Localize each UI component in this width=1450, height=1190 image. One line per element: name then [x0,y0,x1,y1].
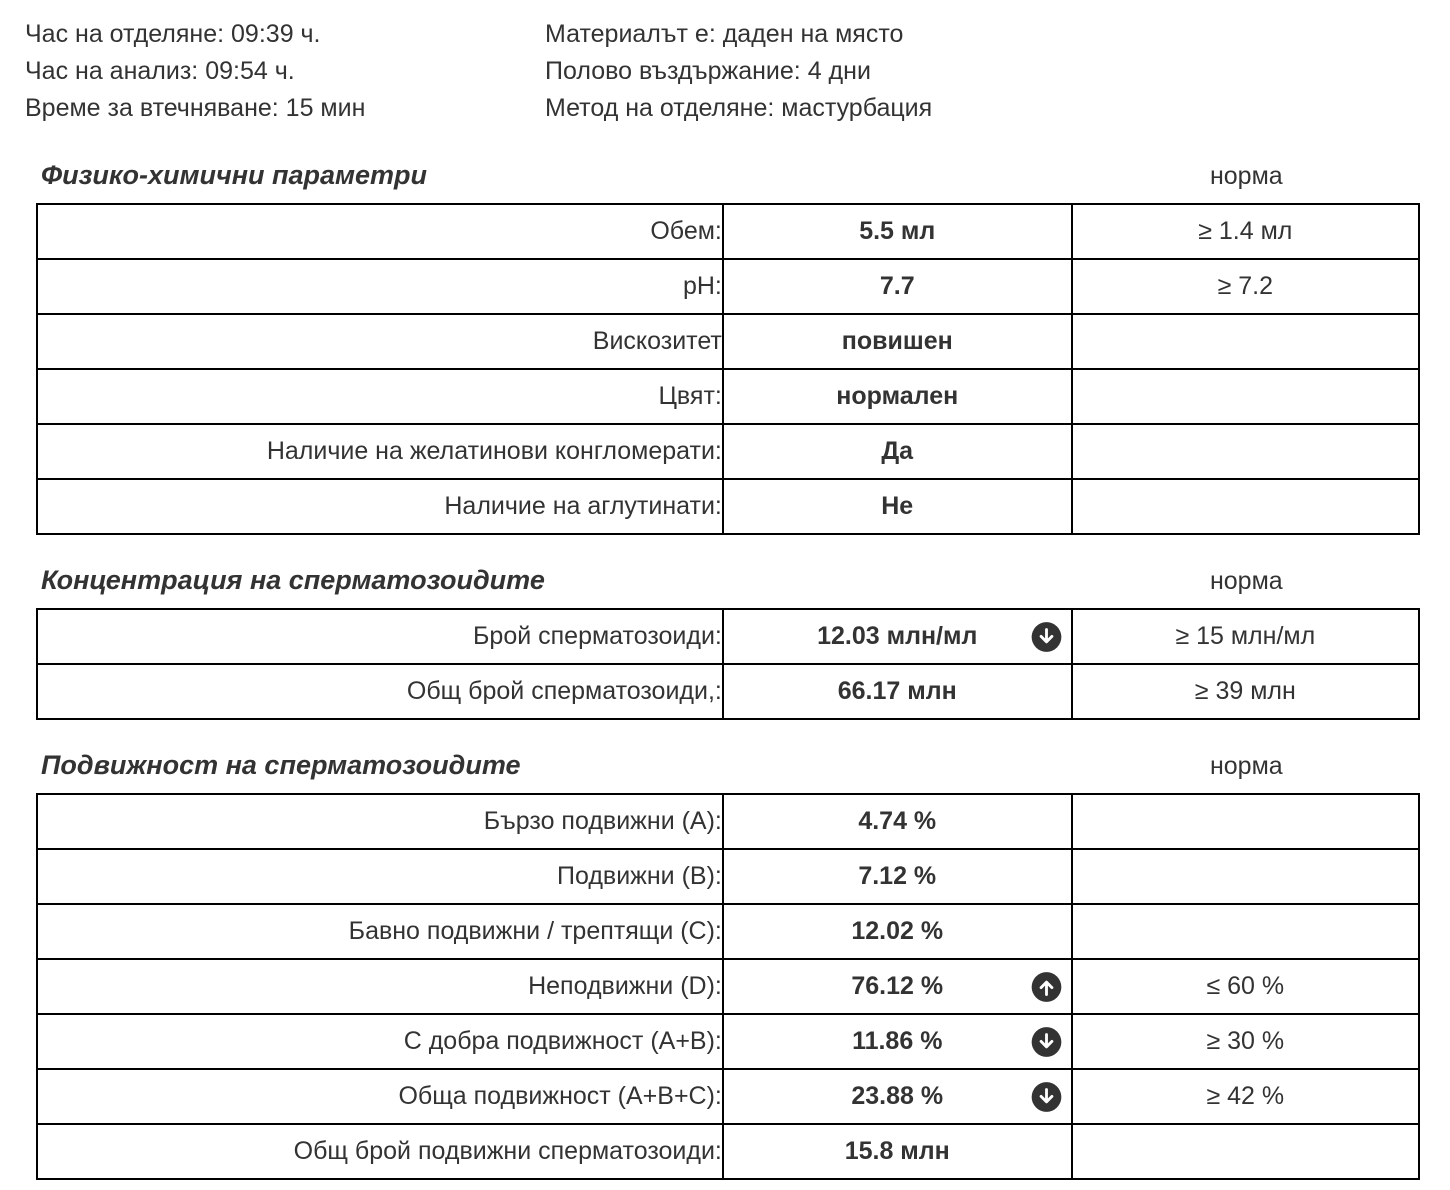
down-arrow-circle-icon [1031,621,1062,652]
table-row [37,424,1419,479]
table-row [37,959,1419,1014]
parameter-value: 5.5 мл [859,217,936,245]
parameter-value: 76.12 % [851,972,944,1000]
section [36,750,1420,1180]
parameter-value: 7.12 % [858,862,937,890]
parameter-value-cell [723,424,1072,479]
table-row [37,314,1419,369]
table-row [37,794,1419,849]
parameter-value-cell [723,204,1072,259]
parameter-value: 12.02 % [851,917,944,945]
parameters-table [36,608,1420,720]
section-title: Концентрация на сперматозоидите [41,565,545,595]
down-arrow-circle-icon [1031,1081,1062,1112]
parameter-norm [1072,314,1419,369]
section [36,565,1420,720]
parameter-label: Общ брой сперматозоиди,: [37,664,723,719]
header-info-line: Полово въздържание: 4 дни [545,57,871,85]
parameter-label: Бавно подвижни / трептящи (C): [37,904,723,959]
parameter-norm [1072,479,1419,534]
header-info-line: Време за втечняване: 15 мин [25,94,366,122]
parameter-value: повишен [841,327,953,355]
parameter-norm: ≥ 15 млн/мл [1072,609,1419,664]
norm-column-header: норма [1209,162,1283,190]
parameter-norm: ≥ 39 млн [1072,664,1419,719]
table-row [37,664,1419,719]
parameter-label: Наличие на желатинови конгломерати: [37,424,723,479]
parameter-norm [1072,369,1419,424]
parameter-value-cell [723,259,1072,314]
table-row [37,1014,1419,1069]
parameter-value: 12.03 млн/мл [817,622,978,650]
section-header [36,750,1420,781]
parameter-value-cell [723,369,1072,424]
header-left-column [25,16,545,127]
header-info-line: Час на отделяне: 09:39 ч. [25,20,321,48]
table-row [37,479,1419,534]
parameter-label: Обем: [37,204,723,259]
parameter-value: 15.8 млн [844,1137,950,1165]
down-arrow-circle-icon [1031,1026,1062,1057]
parameter-label: Цвят: [37,369,723,424]
parameter-value: 23.88 % [851,1082,944,1110]
section [36,160,1420,535]
parameter-value: Да [881,437,914,465]
parameter-label: Бързо подвижни (А): [37,794,723,849]
section-header [36,160,1420,191]
section-header [36,565,1420,596]
parameter-value-cell [723,314,1072,369]
parameter-value-cell [723,479,1072,534]
parameter-value-cell [723,1124,1072,1179]
parameter-norm [1072,424,1419,479]
parameter-value-cell [723,904,1072,959]
header-info-line: Материалът е: даден на място [545,20,904,48]
table-row [37,609,1419,664]
section-title: Физико-химични параметри [41,160,428,190]
report-header [25,16,1420,127]
table-row [37,1069,1419,1124]
parameter-norm: ≥ 42 % [1072,1069,1419,1124]
parameter-value-cell [723,1014,1072,1069]
parameter-value: 4.74 % [858,807,937,835]
parameter-value-cell [723,849,1072,904]
header-info-line: Час на анализ: 09:54 ч. [25,57,295,85]
parameter-norm: ≥ 7.2 [1072,259,1419,314]
table-row [37,849,1419,904]
table-row [37,369,1419,424]
parameter-label: Неподвижни (D): [37,959,723,1014]
parameter-norm: ≥ 30 % [1072,1014,1419,1069]
parameter-norm [1072,794,1419,849]
norm-column-header: норма [1209,567,1283,595]
parameter-norm [1072,1124,1419,1179]
parameter-value: нормален [836,382,959,410]
header-right-column [545,16,932,127]
parameter-value: 7.7 [879,272,915,300]
norm-column-header: норма [1209,752,1283,780]
table-row [37,904,1419,959]
parameters-table [36,793,1420,1180]
parameter-label: Наличие на аглутинати: [37,479,723,534]
report-sections [36,160,1420,1180]
parameter-label: С добра подвижност (A+B): [37,1014,723,1069]
parameter-value-cell [723,959,1072,1014]
parameters-table [36,203,1420,535]
parameter-value-cell [723,664,1072,719]
parameter-value: 66.17 млн [837,677,957,705]
parameter-label: Обща подвижност (A+B+C): [37,1069,723,1124]
table-row [37,259,1419,314]
parameter-value-cell [723,1069,1072,1124]
parameter-value-cell [723,794,1072,849]
parameter-label: pH: [37,259,723,314]
table-row [37,204,1419,259]
parameter-value: 11.86 % [852,1027,943,1055]
section-title: Подвижност на сперматозоидите [41,750,521,780]
parameter-norm: ≤ 60 % [1072,959,1419,1014]
parameter-label: Брой сперматозоиди: [37,609,723,664]
parameter-label: Вискозитет [37,314,723,369]
parameter-norm: ≥ 1.4 мл [1072,204,1419,259]
parameter-value: Не [881,492,914,520]
parameter-label: Подвижни (B): [37,849,723,904]
parameter-value-cell [723,609,1072,664]
header-info-line: Метод на отделяне: мастурбация [545,94,933,122]
up-arrow-circle-icon [1031,971,1062,1002]
parameter-norm [1072,904,1419,959]
parameter-norm [1072,849,1419,904]
table-row [37,1124,1419,1179]
parameter-label: Общ брой подвижни сперматозоиди: [37,1124,723,1179]
